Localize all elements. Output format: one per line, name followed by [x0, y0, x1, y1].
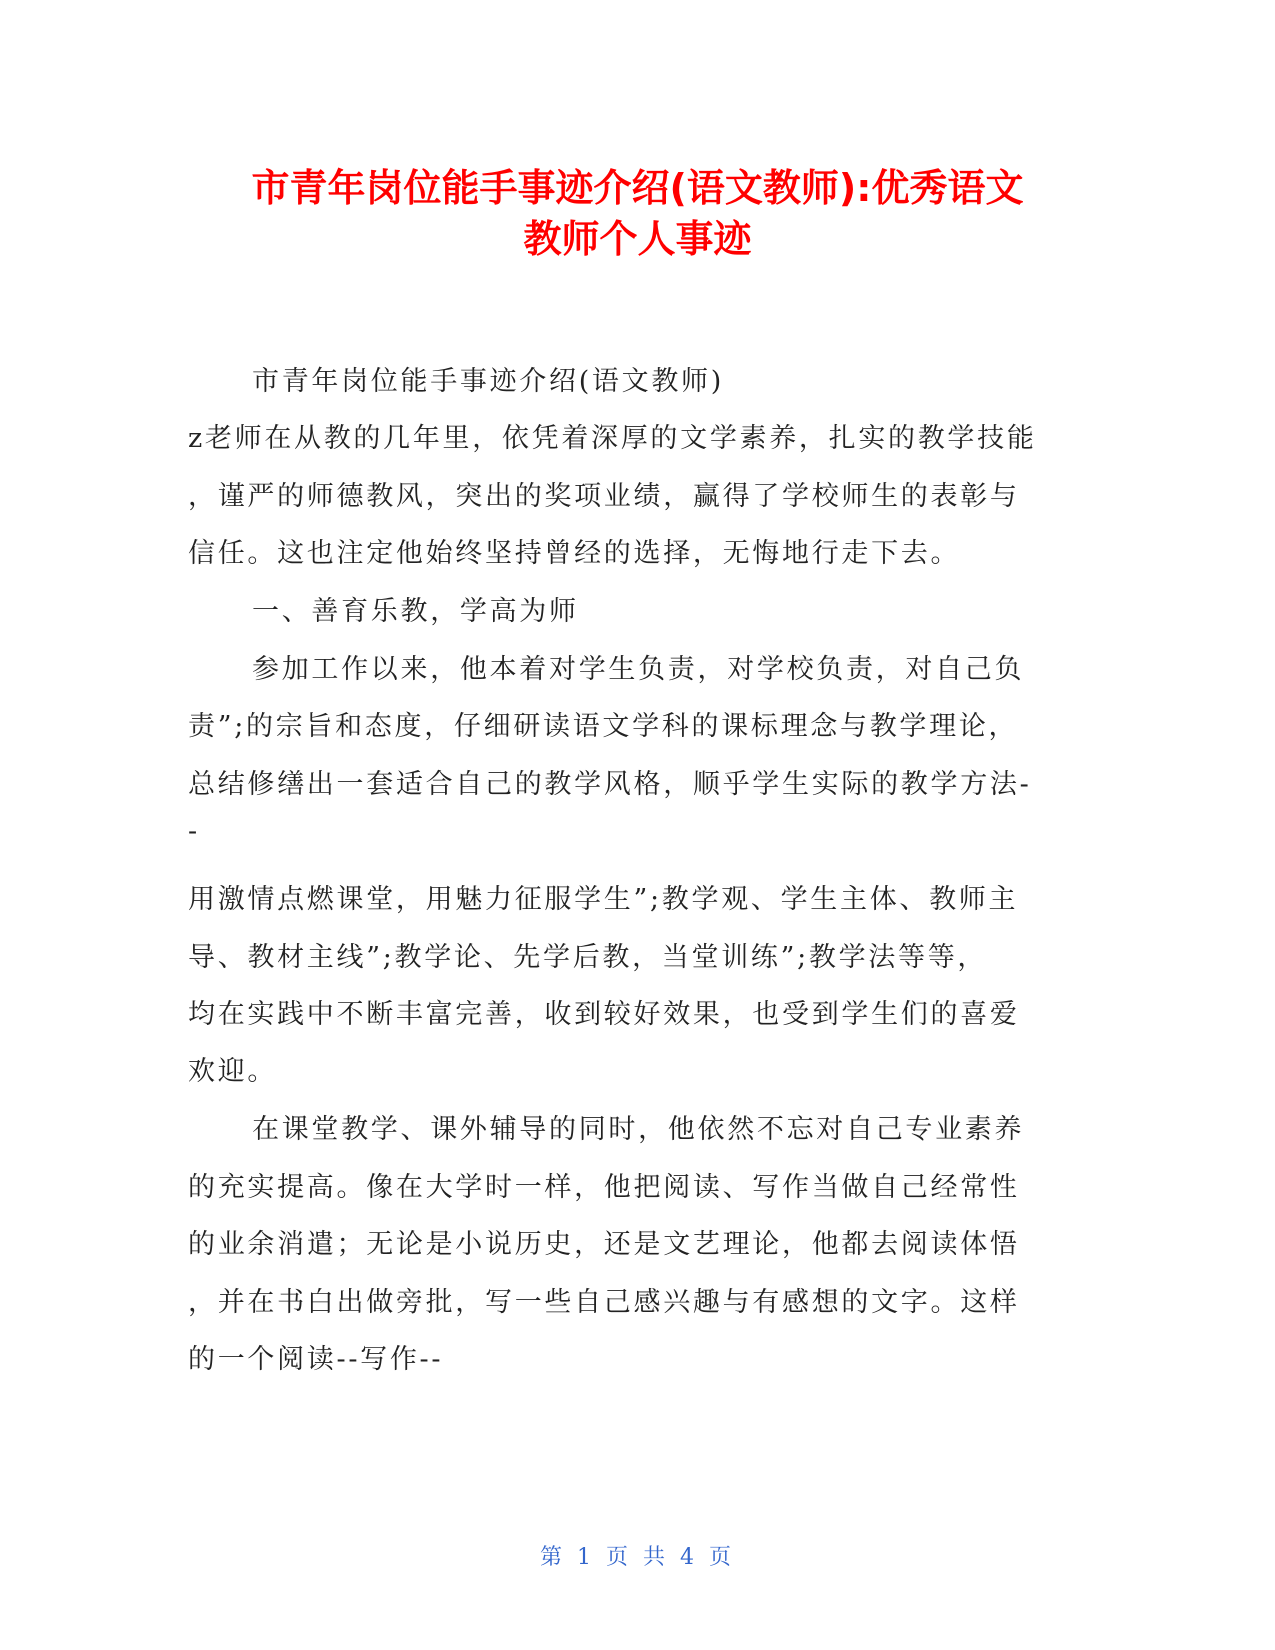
- text-line: 总结修缮出一套适合自己的教学风格，顺乎学生实际的教学方法-: [188, 769, 1032, 800]
- text-line: 在课堂教学、课外辅导的同时，他依然不忘对自己专业素养: [252, 1114, 1025, 1145]
- document-title-line-1: 市青年岗位能手事迹介绍(语文教师):优秀语文: [251, 166, 1024, 210]
- text-line: ，并在书白出做旁批，写一些自己感兴趣与有感想的文字。这样: [188, 1287, 1020, 1318]
- text-line: 导、教材主线”;教学论、先学后教，当堂训练”;教学法等等，: [188, 942, 988, 973]
- text-line: 信任。这也注定他始终坚持曾经的选择，无悔地行走下去。: [188, 538, 961, 569]
- section-heading: 一、善育乐教，学高为师: [252, 596, 579, 627]
- text-line: 责”;的宗旨和态度，仔细研读语文学科的课标理念与教学理论，: [188, 711, 1019, 742]
- text-line: 的业余消遣；无论是小说历史，还是文艺理论，他都去阅读体悟: [188, 1229, 1020, 1260]
- text-line: -: [188, 816, 200, 847]
- text-line: 欢迎。: [188, 1056, 278, 1087]
- text-line: z老师在从教的几年里，依凭着深厚的文学素养，扎实的教学技能: [188, 423, 1037, 454]
- text-line: ，谨严的师德教风，突出的奖项业绩，赢得了学校师生的表彰与: [188, 481, 1020, 512]
- text-line: 参加工作以来，他本着对学生负责，对学校负责，对自己负: [252, 654, 1025, 685]
- text-line: 的一个阅读--写作--: [188, 1344, 444, 1375]
- page-number-footer: 第 1 页 共 4 页: [540, 1545, 735, 1570]
- document-title-line-2: 教师个人事迹: [523, 217, 752, 261]
- text-line: 用激情点燃课堂，用魅力征服学生”;教学观、学生主体、教师主: [188, 884, 1019, 915]
- paragraph-subtitle: 市青年岗位能手事迹介绍(语文教师): [252, 366, 724, 397]
- text-line: 的充实提高。像在大学时一样，他把阅读、写作当做自己经常性: [188, 1172, 1020, 1203]
- text-line: 均在实践中不断丰富完善，收到较好效果，也受到学生们的喜爱: [188, 999, 1020, 1030]
